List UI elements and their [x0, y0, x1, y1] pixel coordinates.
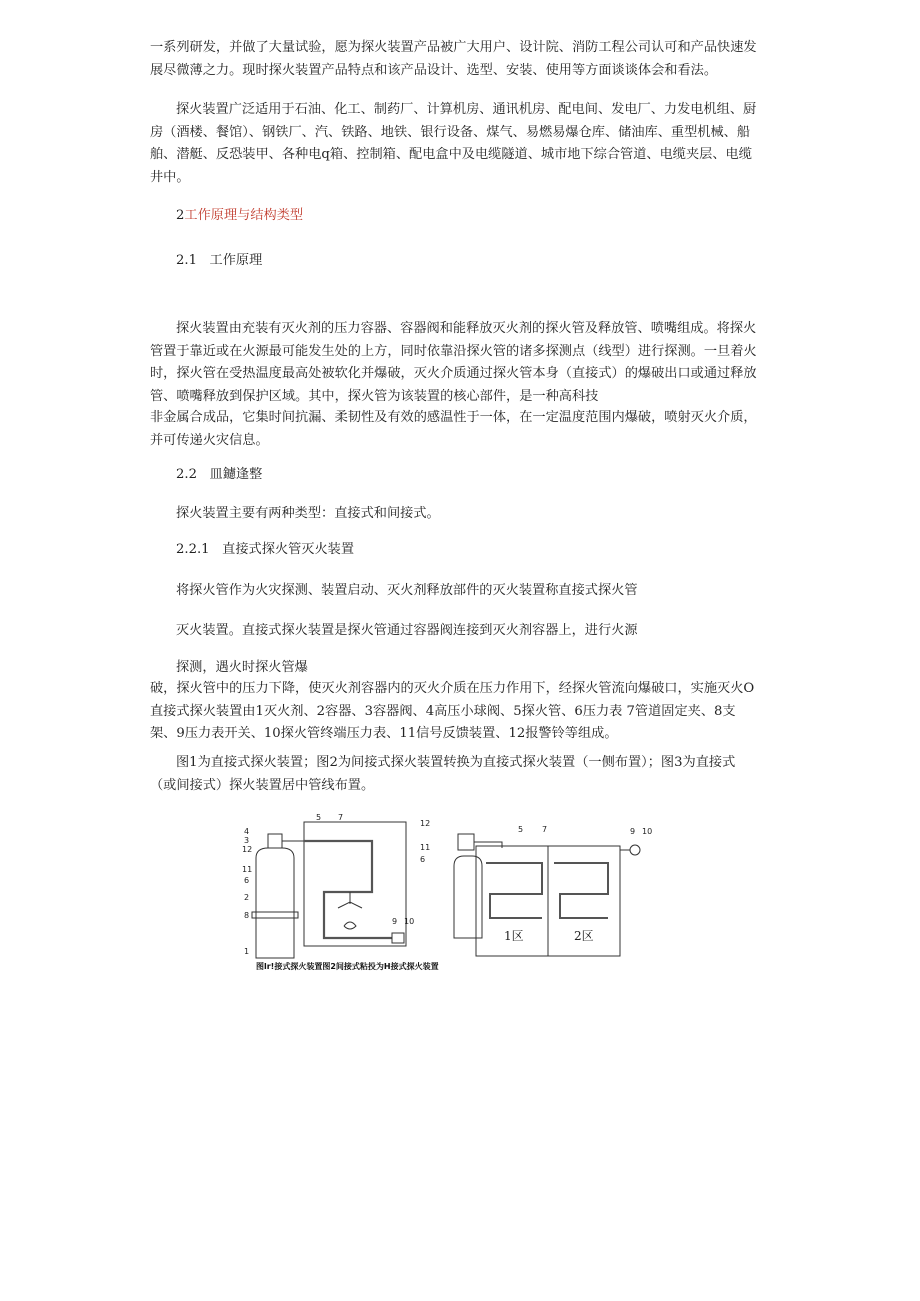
paragraph-direct-components: 破，探火管中的压力下降，使灭火剂容器内的灭火介质在压力作用下，经探火管流向爆破口，实施灭火O直接式探火装置由1灭火剂、2容器、3容器阀、4高压小球阀、5探火管、6压力表 7管道固定夹、8支架、9压力表开关、10探火管终端压力表、11信号反馈装置、12报警铃等组成。	[150, 681, 755, 741]
section-heading-2	[150, 205, 760, 228]
valve-left	[268, 834, 282, 848]
figure-svg	[242, 808, 682, 976]
paragraph-direct-desc: 灭火装置。直接式探火装置是探火管通过容器阀连接到灭火剂容器上，进行火源	[176, 623, 638, 638]
valve-right	[458, 834, 474, 850]
label-9-left: 9	[392, 917, 398, 926]
subsection-heading-2-2-1: 2.2.1 直接式探火管灭火装置	[176, 542, 355, 557]
label-8: 8	[244, 911, 250, 920]
paragraph-principle: 探火装置由充装有灭火剂的压力容器、容器阀和能释放灭火剂的探火管及释放管、喷嘴组成。将探火管置于靠近或在火源最可能发生处的上方，同时依靠沿探火管的诸多探测点（线型）进行探测。一旦着火时，探火管在受热温度最高处被软化并爆破，灭火介质通过探火管本身（直接式）的爆破出口或通过释放管、喷嘴释放到保护区域。其中，探火管为该装置的核心部件，是一种高科技	[150, 321, 757, 404]
label-11-right: 11	[420, 843, 431, 852]
label-10-right: 10	[642, 827, 653, 836]
figure-caption: 图lr!接式探火装置图2间接式粘投为H接式探火装置	[256, 962, 439, 971]
label-5-right: 5	[518, 825, 524, 834]
label-12: 12	[242, 845, 253, 854]
pressure-gauge-right	[630, 845, 640, 855]
label-11: 11	[242, 865, 253, 874]
label-7-right: 7	[542, 825, 548, 834]
label-2: 2	[244, 893, 250, 902]
paragraph-direct-detect: 探测，遇火时探火管爆	[176, 660, 308, 675]
label-10-left: 10	[404, 917, 415, 926]
cylinder-right	[454, 856, 482, 938]
label-1: 1	[244, 947, 250, 956]
label-9-right: 9	[630, 827, 636, 836]
label-6: 6	[244, 876, 250, 885]
cylinder-left	[256, 848, 294, 958]
subsection-heading-2-1: 2.1 工作原理	[176, 253, 263, 268]
paragraph-principle-cont: 非金属合成品，它集时间抗漏、柔韧性及有效的感温性于一体，在一定温度范围内爆破，喷射灭火介质，并可传递火灾信息。	[150, 410, 757, 448]
paragraph-intro: 一系列研发，并做了大量试验，愿为探火装置产品被广大用户、设计院、消防工程公司认可和产品快速发展尽微薄之力。现时探火装置产品特点和该产品设计、选型、安装、使用等方面谈谈体会和看法。	[150, 40, 757, 78]
label-12-right: 12	[420, 819, 431, 828]
subsection-heading-2-2: 2.2 皿鑢逢整	[176, 467, 263, 482]
zone-2-label: 2区	[574, 929, 594, 943]
label-7-left: 7	[338, 813, 344, 822]
bracket-left	[252, 912, 298, 918]
paragraph-direct-def: 将探火管作为火灾探测、装置启动、灭火剂释放部件的灭火装置称直接式探火管	[176, 583, 638, 598]
section-title: 工作原理与结构类型	[184, 208, 304, 223]
zone-1-label: 1区	[504, 929, 524, 943]
label-3: 3	[244, 836, 250, 845]
paragraph-figure-ref: 图1为直接式探火装置；图2为间接式探火装置转换为直接式探火装置（一侧布置）；图3为直接式（或间接式）探火装置居中管线布置。	[150, 755, 736, 793]
label-5-left: 5	[316, 813, 322, 822]
paragraph-applications: 探火装置广泛适用于石油、化工、制药厂、计算机房、通讯机房、配电间、发电厂、力发电机组、厨房（酒楼、餐馆）、钢铁厂、汽、铁路、地铁、银行设备、煤气、易燃易爆仓库、储油库、重型机械、船舶、潜艇、反恐装甲、各种电q箱、控制箱、配电盒中及电缆隧道、城市地下综合管道、电缆夹层、电缆井中。	[150, 102, 757, 185]
label-4: 4	[244, 827, 250, 836]
figure-detector-diagrams	[242, 808, 682, 976]
paragraph-types: 探火装置主要有两种类型：直接式和间接式。	[176, 506, 440, 521]
section-number: 2	[176, 208, 185, 223]
label-6-right: 6	[420, 855, 426, 864]
pressure-gauge-left	[392, 933, 404, 943]
